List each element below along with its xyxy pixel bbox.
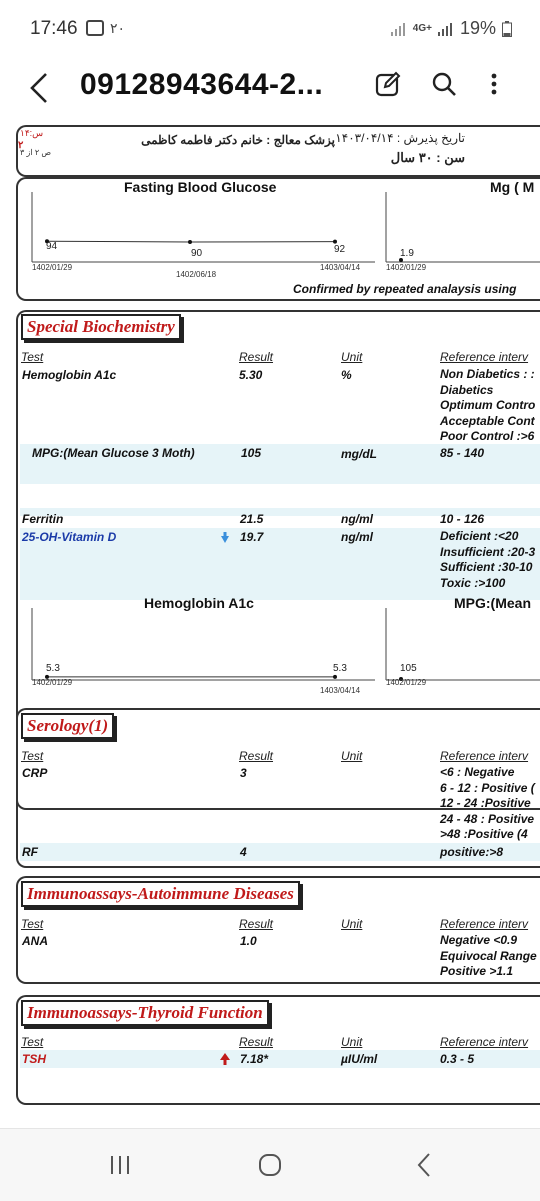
network-type: 4G+ — [412, 23, 432, 34]
crp-ref-3: 12 - 24 :Positive — [440, 796, 531, 810]
status-right-group — [391, 18, 512, 39]
signal-icon — [391, 22, 407, 36]
vitd-ref-2: Insufficient :20-3 — [440, 544, 536, 559]
hba1c-result: 5.30 — [239, 368, 263, 382]
a1c-value-1: 5.3 — [46, 663, 60, 674]
hba1c-test: Hemoglobin A1c — [22, 368, 117, 382]
battery-icon — [502, 21, 512, 37]
serology-col-ref: Reference interv — [440, 749, 529, 763]
edit-button[interactable] — [372, 70, 404, 102]
arrow-down-icon — [219, 532, 231, 544]
hba1c-unit: % — [341, 368, 352, 382]
page-number: ۲ — [18, 140, 24, 151]
vitd-result: 19.7 — [240, 530, 264, 544]
signal-icon-2 — [438, 22, 454, 36]
vitd-ref-4: Toxic :>100 — [440, 575, 506, 590]
rf-result: 4 — [240, 845, 247, 859]
autoimmune-col-test: Test — [21, 917, 44, 931]
col-test: Test — [21, 350, 44, 364]
fbs-chart-title: Fasting Blood Glucose — [124, 179, 277, 195]
gallery-notification-icon — [86, 20, 104, 36]
a1c-value-2: 5.3 — [333, 663, 347, 674]
a1c-date-1: 1402/01/29 — [32, 678, 73, 687]
mpg-test: MPG:(Mean Glucose 3 Moth) — [32, 446, 195, 460]
search-icon — [430, 70, 458, 98]
mg-chart-title: Mg ( M — [490, 179, 535, 195]
ferritin-unit: ng/ml — [341, 512, 373, 526]
hba1c-ref — [440, 367, 535, 445]
a1c-chart — [0, 600, 540, 690]
fbs-value-2: 90 — [191, 248, 203, 259]
vitd-ref-3: Sufficient :30-10 — [440, 560, 533, 574]
ferritin-ref: 10 - 126 — [440, 512, 485, 526]
doctor-name: پزشک معالج : خانم دکتر فاطمه کاظمی — [141, 133, 335, 147]
crp-ref-1: <6 : Negative — [440, 765, 515, 779]
serology-col-result: Result — [239, 749, 274, 763]
rf-ref: positive:>8 — [440, 845, 504, 859]
home-icon — [250, 1151, 290, 1179]
recents-button[interactable] — [100, 1151, 140, 1179]
a1c-chart-title: Hemoglobin A1c — [144, 595, 254, 611]
patient-age: سن : ۳۰ سال — [390, 150, 465, 165]
arrow-up-icon — [219, 1053, 231, 1065]
ana-result: 1.0 — [240, 934, 257, 948]
document-page[interactable] — [0, 120, 540, 1110]
serology-title: Serology(1) — [21, 713, 114, 739]
crp-ref-4: 24 - 48 : Positive — [440, 811, 535, 826]
app-bar — [0, 60, 540, 120]
ferritin-test: Ferritin — [22, 512, 64, 526]
serology-col-unit: Unit — [341, 749, 363, 763]
home-button[interactable] — [250, 1151, 290, 1179]
crp-ref-2: 6 - 12 : Positive ( — [440, 780, 535, 795]
more-options-button[interactable] — [478, 70, 510, 102]
crp-result: 3 — [240, 766, 247, 780]
col-unit: Unit — [341, 350, 363, 364]
col-ref: Reference interv — [440, 350, 529, 364]
chevron-left-icon — [28, 70, 50, 106]
page-label: س:۱۴ — [20, 128, 44, 138]
ferritin-result: 21.5 — [240, 512, 264, 526]
hba1c-ref-5: Poor Control :>6 — [440, 429, 535, 443]
vitd-ref — [440, 529, 535, 591]
fbs-point-2 — [188, 240, 192, 244]
mg-value: 1.9 — [400, 248, 414, 259]
autoimmune-col-unit: Unit — [341, 917, 363, 931]
hba1c-ref-1: Non Diabetics : : — [440, 367, 535, 381]
search-button[interactable] — [428, 70, 460, 102]
pen-square-icon — [374, 70, 402, 98]
tsh-result: 7.18* — [240, 1052, 269, 1066]
autoimmune-col-ref: Reference interv — [440, 917, 529, 931]
mpg-chart-date: 1402/01/29 — [386, 678, 427, 687]
ana-ref-1: Negative <0.9 — [440, 933, 518, 947]
confirm-note: Confirmed by repeated analaysis using — [293, 282, 517, 296]
battery-percent: 19% — [459, 18, 496, 38]
special-biochemistry-title: Special Biochemistry — [21, 314, 181, 340]
vitd-test: 25-OH-Vitamin D — [22, 530, 117, 544]
mpg-result: 105 — [241, 446, 262, 460]
autoimmune-title: Immunoassays-Autoimmune Diseases — [21, 881, 300, 907]
mg-date: 1402/01/29 — [386, 263, 427, 272]
status-notification-count: ۲۰ — [110, 20, 126, 36]
vitd-ref-1: Deficient :<20 — [440, 529, 519, 543]
ana-ref — [440, 933, 537, 980]
thyroid-col-ref: Reference interv — [440, 1035, 529, 1049]
fbs-value-3: 92 — [334, 244, 346, 255]
status-bar — [0, 0, 540, 60]
fbs-date-3: 1403/04/14 — [320, 263, 361, 272]
mpg-ref: 85 - 140 — [440, 446, 485, 460]
recents-icon — [100, 1151, 140, 1179]
mpg-chart-title: MPG:(Mean — [454, 595, 531, 611]
back-button[interactable] — [28, 66, 50, 114]
mpg-chart-value: 105 — [400, 663, 417, 674]
tsh-unit: µIU/ml — [341, 1052, 378, 1066]
fbs-value-1: 94 — [46, 241, 58, 252]
status-time: 17:46 — [30, 18, 78, 39]
more-vertical-icon — [480, 70, 508, 98]
rf-test: RF — [22, 845, 38, 859]
admit-date: تاریخ پذیرش : ۱۴۰۳/۰۴/۱۴ — [335, 131, 465, 145]
thyroid-title: Immunoassays-Thyroid Function — [21, 1000, 269, 1026]
crp-test: CRP — [22, 766, 48, 780]
serology-col-test: Test — [21, 749, 44, 763]
a1c-point-2 — [333, 675, 337, 679]
fbs-date-1: 1402/01/29 — [32, 263, 73, 272]
a1c-date-2: 1403/04/14 — [320, 686, 361, 695]
ana-ref-2: Equivocal Range — [440, 948, 537, 963]
thyroid-col-unit: Unit — [341, 1035, 363, 1049]
tsh-ref: 0.3 - 5 — [440, 1052, 475, 1066]
crp-ref-5: >48 :Positive (4 — [440, 827, 528, 841]
nav-back-button[interactable] — [404, 1151, 444, 1179]
crp-ref — [440, 765, 535, 843]
col-result: Result — [239, 350, 274, 364]
tsh-test: TSH — [22, 1052, 46, 1066]
hba1c-ref-3: Optimum Contro — [440, 398, 536, 412]
page-of: ص ۲ از ۳ — [20, 148, 52, 157]
thyroid-col-result: Result — [239, 1035, 274, 1049]
system-nav-bar — [0, 1128, 540, 1201]
ana-ref-3: Positive >1.1 — [440, 964, 514, 978]
document-title: 09128943644-2... — [80, 68, 324, 101]
fbs-date-2: 1402/06/18 — [176, 270, 217, 279]
ana-test: ANA — [22, 934, 48, 948]
hba1c-ref-4: Acceptable Cont — [440, 413, 535, 428]
fbs-chart — [0, 180, 540, 290]
back-icon — [404, 1151, 444, 1179]
mpg-unit: mg/dL — [341, 447, 377, 461]
autoimmune-col-result: Result — [239, 917, 274, 931]
hba1c-ref-2: Diabetics — [440, 382, 494, 397]
vitd-unit: ng/ml — [341, 530, 373, 544]
thyroid-col-test: Test — [21, 1035, 44, 1049]
fbs-point-3 — [333, 240, 337, 244]
